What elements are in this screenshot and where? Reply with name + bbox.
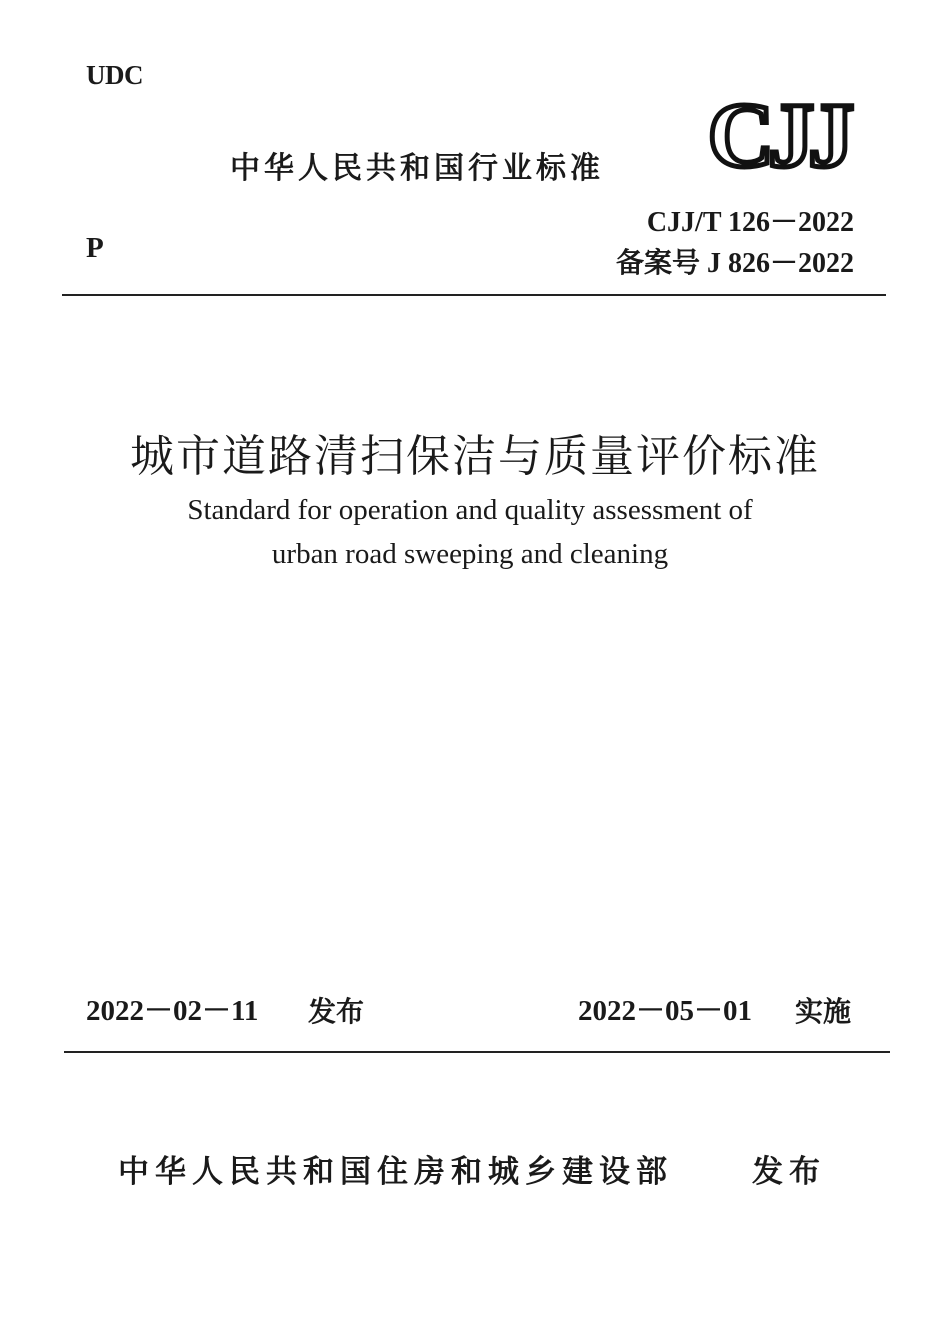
udc-label: UDC	[86, 60, 143, 90]
cjj-logo	[700, 92, 856, 174]
title-english-line2: urban road sweeping and cleaning	[271, 538, 669, 570]
issue-label: 发布	[308, 995, 365, 1028]
standard-number: CJJ/T 126－2022	[646, 207, 854, 238]
svg-text:CJJ: CJJ	[707, 92, 849, 174]
classification-code: P	[86, 232, 104, 264]
publisher-label: 发布	[752, 1154, 826, 1190]
bottom-divider	[64, 1051, 890, 1053]
implementation-date: 2022－05－01	[578, 995, 753, 1027]
implementation-label: 实施	[795, 995, 852, 1028]
top-divider	[62, 294, 886, 296]
filing-number: 备案号 J 826－2022	[615, 248, 854, 279]
national-standard-label: 中华人民共和国行业标准	[230, 151, 604, 186]
publisher-name: 中华人民共和国住房和城乡建设部	[118, 1154, 673, 1190]
title-english-line1: Standard for operation and quality assessment of	[187, 494, 753, 526]
issue-date: 2022－02－11	[86, 995, 259, 1027]
title-chinese: 城市道路清扫保洁与质量评价标准	[130, 431, 820, 482]
